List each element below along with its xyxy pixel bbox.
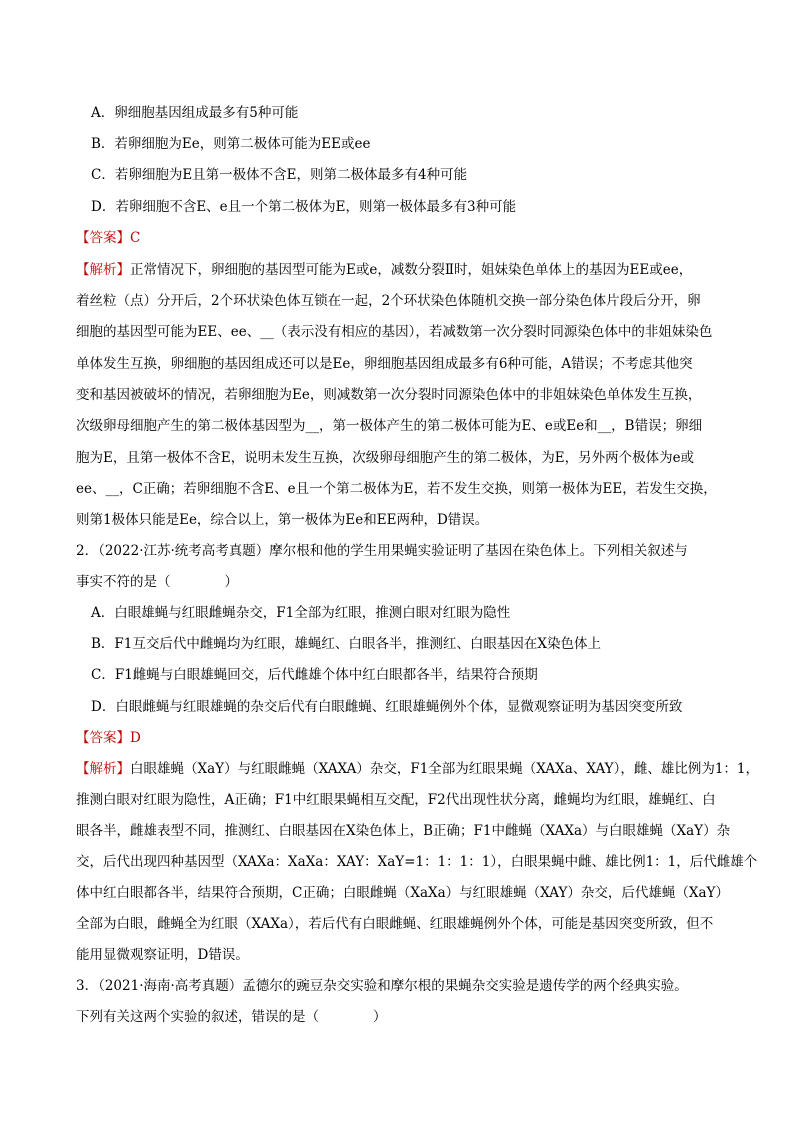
option-a: A．卵细胞基因组成最多有5种可能	[91, 105, 299, 121]
analysis-line: 交，后代出现四种基因型（XAXa：XaXa：XAY：XaY=1：1：1：1），白眼果蝇中雌、雄比例1：1，后代雌雄个	[76, 854, 758, 870]
option-b: B．若卵细胞为Ee，则第二极体可能为EE或ee	[91, 136, 371, 152]
analysis-line: 次级卵母细胞产生的第二极体基因型为__，第一极体产生的第二极体可能为E、e或Ee和__，B错误；卵细	[76, 418, 703, 434]
question-stem: 2．（2022·江苏·统考高考真题）摩尔根和他的学生用果蝇实验证明了基因在染色体上。下列相关叙述与	[76, 543, 688, 559]
analysis-line: 变和基因被破坏的情况，若卵细胞为Ee，则减数第一次分裂时同源染色体中的非姐妹染色单体发生互换，	[76, 387, 702, 403]
option-b: B．F1互交后代中雌蝇均为红眼，雄蝇红、白眼各半，推测红、白眼基因在X染色体上	[91, 636, 601, 652]
option-c: C．若卵细胞为E且第一极体不含E，则第二极体最多有4种可能	[91, 167, 468, 183]
analysis-line: ee、__，C正确；若卵细胞不含E、e且一个第二极体为E，若不发生交换，则第一极体为EE，若发生交换，	[76, 481, 717, 497]
analysis-line: 细胞的基因型可能为EE、ee、__（表示没有相应的基因），若减数第一次分裂时同源染色体中的非姐妹染色	[76, 324, 713, 340]
answer-tag: 【答案】	[76, 730, 130, 746]
analysis-text: 白眼雄蝇（XaY）与红眼雌蝇（XAXA）杂交，F1全部为红眼果蝇（XAXa、XAY），雌、雄比例为1：1，	[130, 761, 759, 777]
analysis-line: 则第1极体只能是Ee，综合以上，第一极体为Ee和EE两种，D错误。	[76, 512, 489, 528]
analysis-line: 眼各半，雌雄表型不同，推测红、白眼基因在X染色体上，B正确；F1中雌蝇（XAXa）与白眼雄蝇（XaY）杂	[76, 823, 731, 839]
answer-line	[76, 229, 140, 247]
analysis-text: 正常情况下，卵细胞的基因型可能为E或e，减数分裂Ⅱ时，姐妹染色单体上的基因为EE或ee，	[130, 262, 693, 278]
option-a: A．白眼雄蝇与红眼雌蝇杂交，F1全部为红眼，推测白眼对红眼为隐性	[91, 605, 511, 621]
analysis-line: 着丝粒（点）分开后，2个环状染色体互锁在一起，2个环状染色体随机交换一部分染色体片段后分开，卵	[76, 293, 701, 309]
analysis-line: 能用显微观察证明，D错误。	[76, 947, 249, 963]
analysis-line: 单体发生互换，卵细胞的基因组成还可以是Ee，卵细胞基因组成最多有6种可能，A错误；不考虑其他突	[76, 356, 693, 372]
option-c: C．F1雌蝇与白眼雄蝇回交，后代雌雄个体中红白眼都各半，结果符合预期	[91, 667, 538, 683]
analysis-line: 全部为白眼，雌蝇全为红眼（XAXa），若后代有白眼雌蝇、红眼雄蝇例外个体，可能是基因突变所致，但不	[76, 916, 714, 932]
option-d: D．若卵细胞不含E、e且一个第二极体为E，则第一极体最多有3种可能	[91, 199, 517, 215]
analysis-line	[76, 760, 759, 778]
analysis-tag: 【解析】	[76, 262, 130, 278]
answer-value: C	[130, 230, 141, 246]
answer-tag: 【答案】	[76, 230, 130, 246]
analysis-line: 推测白眼对红眼为隐性，A正确；F1中红眼果蝇相互交配，F2代出现性状分离，雌蝇均为红眼，雄蝇红、白	[76, 792, 716, 808]
answer-line	[76, 729, 141, 747]
answer-value: D	[130, 730, 141, 746]
question-stem: 事实不符的是（ ）	[76, 574, 238, 590]
question-stem: 3．（2021·海南·高考真题）孟德尔的豌豆杂交实验和摩尔根的果蝇杂交实验是遗传学的两个经典实验。	[76, 978, 688, 994]
question-stem: 下列有关这两个实验的叙述，错误的是（ ）	[76, 1009, 387, 1025]
analysis-line: 胞为E，且第一极体不含E，说明未发生互换，次级卵母细胞产生的第二极体，为E，另外两个极体为e或	[76, 450, 695, 466]
analysis-line	[76, 261, 692, 279]
analysis-line: 体中红白眼都各半，结果符合预期，C正确；白眼雌蝇（XaXa）与红眼雄蝇（XAY）杂交，后代雄蝇（XaY）	[76, 885, 729, 901]
analysis-tag: 【解析】	[76, 761, 130, 777]
option-d: D．白眼雌蝇与红眼雄蝇的杂交后代有白眼雌蝇、红眼雄蝇例外个体，显微观察证明为基因突变所致	[91, 699, 683, 715]
